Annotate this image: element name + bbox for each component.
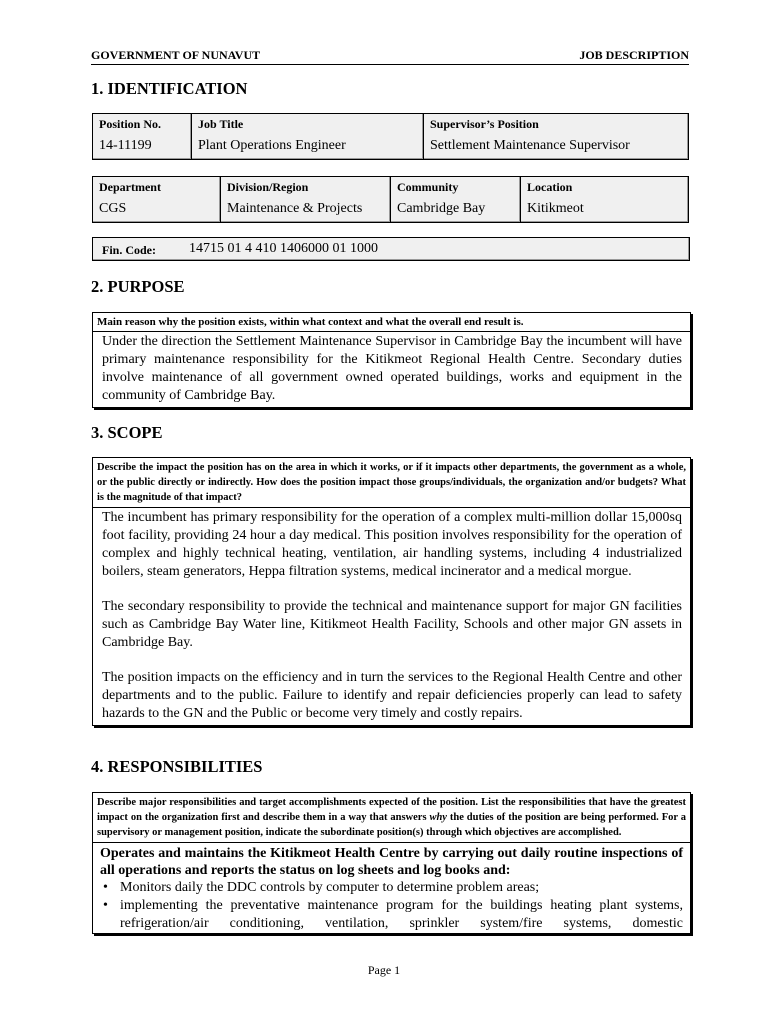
- scope-paragraph-1: The incumbent has primary responsibility for the operation of a complex multi-million dollar 15,000sq foot facility, providing 24 hour a day medical. This position involves responsibility for the operation of complex and highly technical heating, ventilation, air handling systems, including 4 industrialized boilers, steam generators, Heppa filtration systems, medical incinerator and a medical morgue.: [102, 510, 682, 579]
- scope-paragraph-3: The position impacts on the efficiency and in turn the services to the Regional Health Centre and other departments and to the public. Failure to identify and repair deficiencies properly can lead to safety hazards to the GN and the Public or become very timely and costly repairs.: [102, 670, 682, 721]
- list-item: [100, 879, 683, 897]
- bullet-text: Monitors daily the DDC controls by computer to determine problem areas;: [120, 880, 540, 895]
- community-value: Cambridge Bay: [397, 201, 486, 216]
- supervisor-cell: [424, 114, 689, 160]
- department-label: Department: [99, 180, 161, 194]
- responsibilities-prompt-part-2: the duties of the position are being performed. For a supervisory or management position, indicate the subordinate position(s) through which objectives are accomplished.: [97, 812, 686, 838]
- responsibilities-box: [92, 792, 691, 934]
- section-responsibilities-title: 4. RESPONSIBILITIES: [91, 757, 263, 776]
- department-cell: [93, 177, 221, 223]
- responsibility-lead: Operates and maintains the Kitikmeot Health Centre by carrying out daily routine inspections of all operations and reports the status on log sheets and log books and:: [100, 846, 683, 878]
- bullet-text: implementing the preventative maintenance program for the buildings heating plant systems, refrigeration/air conditioning, ventilation, sprinkler system/fire systems, domestic: [120, 898, 683, 931]
- purpose-body: Under the direction the Settlement Maintenance Supervisor in Cambridge Bay the incumbent will have primary maintenance responsibility for the Kitikmeot Regional Health Centre. Secondary duties involve maintenance of all government owned operated buildings, works and equipment in the community of Cambridge Bay.: [102, 334, 682, 404]
- supervisor-label: Supervisor’s Position: [430, 117, 539, 131]
- responsibilities-prompt: [93, 793, 690, 843]
- purpose-box: [92, 312, 691, 408]
- responsibility-bullets: [93, 879, 690, 933]
- division-value: Maintenance & Projects: [227, 201, 363, 216]
- fin-code-value: 14715 01 4 410 1406000 01 1000: [189, 241, 378, 256]
- bullet-icon: •: [103, 898, 108, 913]
- page-number: Page 1: [367, 963, 401, 977]
- fin-code-row: [92, 237, 690, 261]
- position-no-label: Position No.: [99, 117, 162, 131]
- identification-row-2: [92, 176, 689, 223]
- community-cell: [391, 177, 521, 223]
- section-identification-title: 1. IDENTIFICATION: [91, 79, 248, 98]
- position-no-value: 14-11199: [99, 138, 152, 153]
- section-purpose-title: 2. PURPOSE: [91, 277, 185, 296]
- purpose-prompt: Main reason why the position exists, within what context and what the overall end result is.: [93, 313, 690, 332]
- department-value: CGS: [99, 201, 127, 216]
- responsibilities-prompt-emphasis: why: [429, 812, 447, 823]
- header-doc-type: JOB DESCRIPTION: [579, 48, 689, 62]
- header-organization: GOVERNMENT OF NUNAVUT: [91, 48, 261, 62]
- position-no-cell: [93, 114, 192, 160]
- job-title-cell: [192, 114, 424, 160]
- scope-paragraph-2: The secondary responsibility to provide the technical and maintenance support for major GN facilities such as Cambridge Bay Water line, Kitikmeot Health Facility, Schools and other major GN assets in Cambridge Bay.: [102, 599, 682, 650]
- fin-code-label: Fin. Code:: [102, 243, 156, 257]
- scope-body: [93, 508, 690, 725]
- location-value: Kitikmeot: [527, 201, 584, 216]
- location-cell: [521, 177, 689, 223]
- responsibilities-prompt-part-1: Describe major responsibilities and target accomplishments expected of the position. List the responsibilities that have the greatest impact on the organization first and describe them in a way that answers: [97, 797, 686, 823]
- supervisor-value: Settlement Maintenance Supervisor: [430, 138, 630, 153]
- scope-prompt: Describe the impact the position has on the area in which it works, or if it impacts other departments, the government as a whole, or the public directly or indirectly. How does the position impact those groups/individuals, the organization and/or budgets? What is the magnitude of that impact?: [93, 458, 690, 508]
- location-label: Location: [527, 180, 573, 194]
- bullet-icon: •: [103, 880, 108, 895]
- job-title-label: Job Title: [198, 117, 244, 131]
- page-header: [91, 47, 689, 65]
- division-cell: [221, 177, 391, 223]
- job-title-value: Plant Operations Engineer: [198, 138, 346, 153]
- list-item: [100, 897, 683, 933]
- division-label: Division/Region: [227, 180, 309, 194]
- section-scope-title: 3. SCOPE: [91, 423, 163, 442]
- community-label: Community: [397, 180, 459, 194]
- identification-row-1: [92, 113, 689, 160]
- scope-box: [92, 457, 691, 726]
